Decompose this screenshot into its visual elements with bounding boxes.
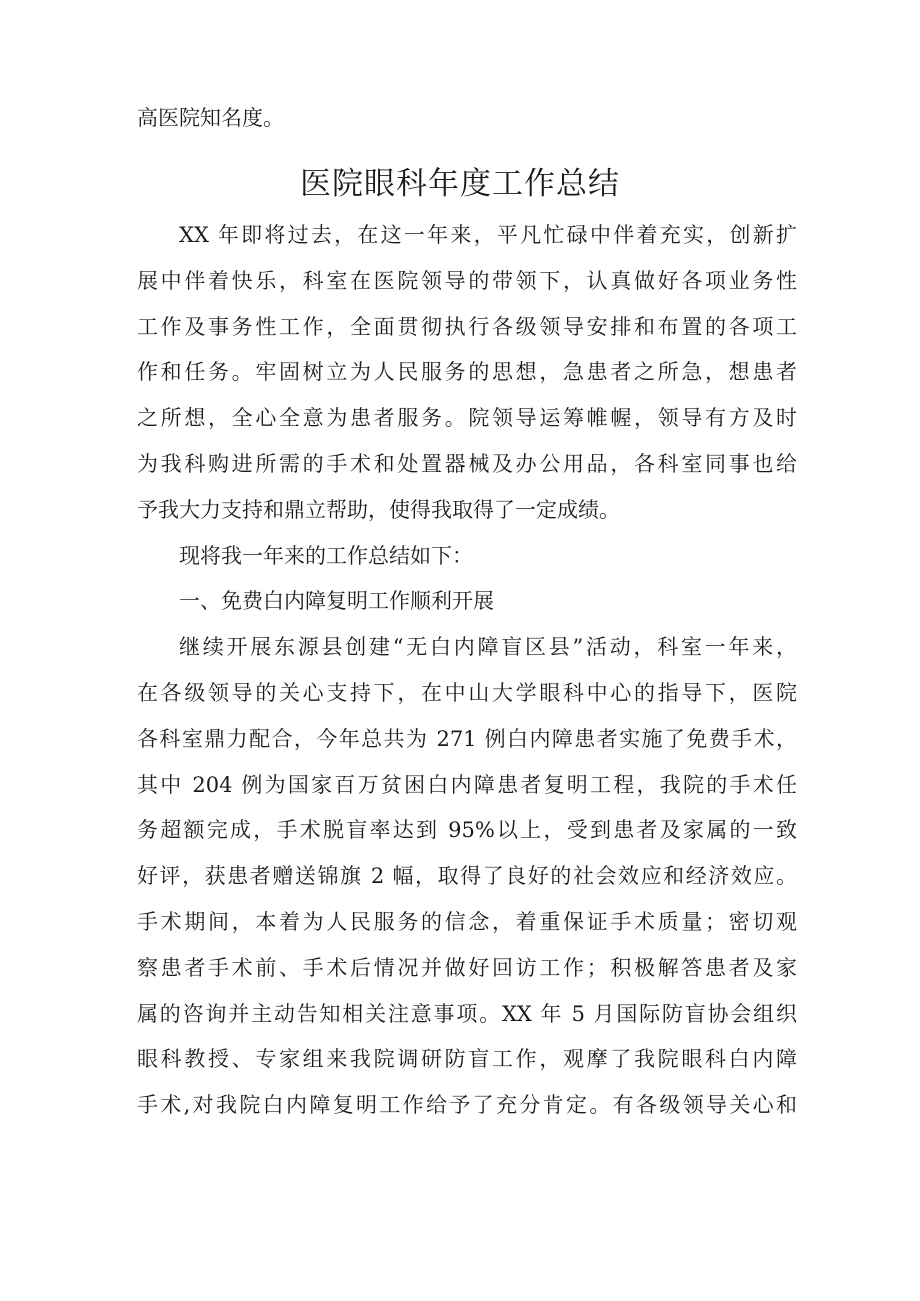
- paragraph-summary-lead: [137, 534, 797, 580]
- text-line: 其中 204 例为国家百万贫困白内障患者复明工程，我院的手术任: [137, 772, 797, 797]
- text-line: 之所想，全心全意为患者服务。院领导运筹帷幄，领导有方及时: [137, 406, 797, 431]
- text-line: 现将我一年来的工作总结如下：: [179, 543, 473, 568]
- text-line: 手术,对我院白内障复明工作给予了充分肯定。有各级领导关心和: [137, 1093, 797, 1118]
- text-line: XX 年即将过去，在这一年来，平凡忙碌中伴着充实，创新扩: [179, 223, 797, 247]
- paragraph-cataract-work: [137, 625, 797, 1129]
- carry-over-line: 高医院知名度。: [137, 106, 284, 130]
- text-line: 务超额完成，手术脱盲率达到 95%以上，受到患者及家属的一致: [137, 818, 797, 843]
- text-line: 好评，获患者赠送锦旗 2 幅，取得了良好的社会效应和经济效应。: [137, 864, 797, 889]
- text-line: 作和任务。牢固树立为人民服务的思想，急患者之所急，想患者: [137, 360, 797, 385]
- text-line: 予我大力支持和鼎立帮助，使得我取得了一定成绩。: [137, 497, 620, 522]
- text-line: 工作及事务性工作，全面贯彻执行各级领导安排和布置的各项工: [137, 314, 797, 339]
- document-title: 医院眼科年度工作总结: [300, 166, 620, 202]
- section-heading: [137, 579, 797, 625]
- text-line: 手术期间，本着为人民服务的信念，着重保证手术质量；密切观: [137, 909, 797, 934]
- document-body: [137, 213, 797, 1129]
- text-line: 在各级领导的关心支持下，在中山大学眼科中心的指导下，医院: [137, 680, 797, 705]
- text-line: 展中伴着快乐，科室在医院领导的带领下，认真做好各项业务性: [137, 268, 797, 293]
- text-line: 眼科教授、专家组来我院调研防盲工作，观摩了我院眼科白内障: [137, 1047, 797, 1072]
- paragraph-intro: [137, 213, 797, 534]
- text-line: 属的咨询并主动告知相关注意事项。XX 年 5 月国际防盲协会组织: [137, 1001, 797, 1026]
- text-line: 继续开展东源县创建“无白内障盲区县”活动，科室一年来，: [179, 635, 797, 660]
- text-line: 各科室鼎力配合，今年总共为 271 例白内障患者实施了免费手术，: [137, 726, 797, 751]
- text-line: 察患者手术前、手术后情况并做好回访工作；积极解答患者及家: [137, 955, 797, 980]
- text-line: 一、免费白内障复明工作顺利开展: [179, 589, 494, 614]
- text-line: 为我科购进所需的手术和处置器械及办公用品，各科室同事也给: [137, 451, 797, 476]
